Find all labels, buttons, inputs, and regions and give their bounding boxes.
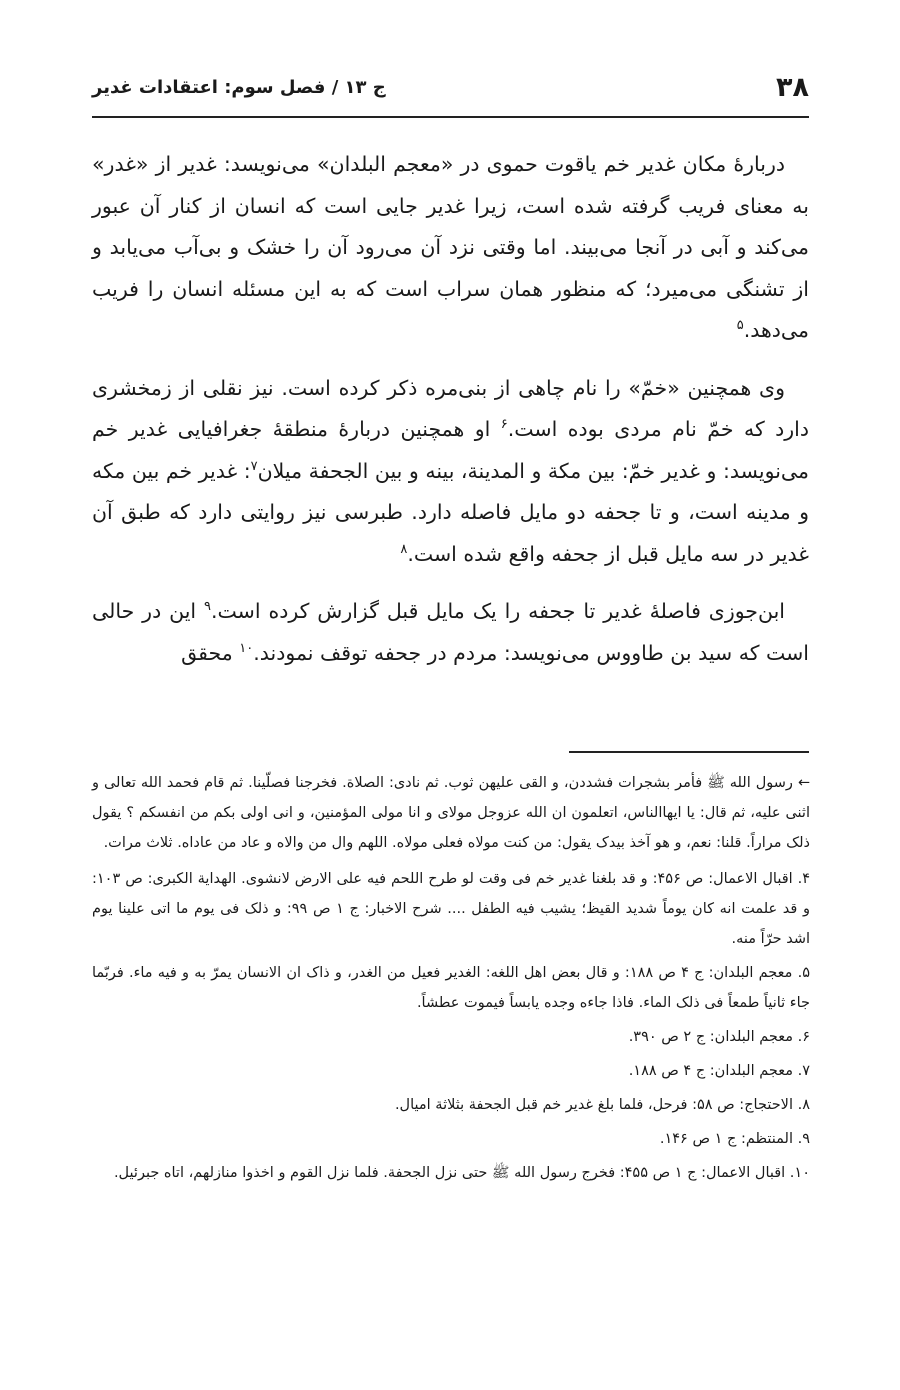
footnote-ref: ۶: [500, 417, 508, 433]
paragraph: [92, 144, 809, 352]
footnote-continued: ← رسول الله ﷺ فأمر بشجرات فشددن، و القی علیهن ثوب. ثم نادی: الصلاة. فخرجنا فصلّینا. ثم قام فحمد الله تعالی و اثنی علیه، ثم قال: یا ایها‌الناس، اتعلمون ان الله عزوجل مولای و انا مولی المؤمنین، و انی اولی بکم من انفسکم ؟ یقول ذلک مراراً. قلنا: نعم، و هو آخذ بیدک یقول: من کنت مولاه فعلی مولاه. اللهم وال من والاه و عاد من عاداه. ثلاث مرات.: [92, 775, 810, 851]
running-title: ج ۱۳ / فصل سوم: اعتقادات غدیر: [92, 77, 386, 98]
footnote-ref: ۱۰: [239, 640, 254, 656]
footnote-4: ۴. اقبال الاعمال: ص ۴۵۶: و قد بلغنا غدیر خم فی وقت لو طرح اللحم فیه علی الارض لانشوی. الهدایة الکبری: ص ۱۰۳: و قد علمت انه کان یوماً شدید القیظ؛ یشیب فیه الطفل .... شرح الاخبار: ج ۱ ص ۹۹: و ذلک فی یوم ما اتی علینا یوم اشد حرّاً منه.: [92, 871, 810, 947]
page-number: ۳۸: [776, 72, 809, 103]
paragraph-text: : غدیر خم بین مکه و مدینه است، و تا جحفه دو مایل فاصله دارد. طبرسی نیز روایتی دارد که طبق آن غدیر در سه مایل قبل از جحفه واقع شده است.: [92, 458, 809, 566]
paragraph: [92, 368, 809, 576]
paragraph-text: این در حالی است که سید بن طاووس می‌نویسد: مردم در جحفه توقف نمودند.: [92, 599, 809, 665]
body-text: [92, 144, 809, 690]
footnote-ref: ۵: [736, 318, 744, 334]
paragraph: [92, 591, 809, 674]
footnote-7: ۷. معجم البلدان: ج ۴ ص ۱۸۸.: [628, 1063, 810, 1079]
paragraph-text: دربارهٔ مکان غدیر خم یاقوت حموی در «معجم البلدان» می‌نویسد: غدیر از «غدر» به معنای فریب گرفته شده است، زیرا غدیر جایی است که انسان از کنار آن عبور می‌کند و آبی در آنجا می‌بیند. اما وقتی نزد آن می‌رود آن را خشک و بی‌آب می‌یابد و از تشنگی می‌میرد؛ که منظور همان سراب است که به این مسئله انسان را فریب می‌دهد.: [92, 152, 809, 342]
footnote-divider: [569, 751, 809, 753]
footnote-ref: ۹: [204, 599, 212, 615]
paragraph-text: او همچنین دربارهٔ منطقهٔ جغرافیایی غدیر خم می‌نویسد: و غدیر خمّ: بین مکة و المدینة، بینه و بین الجحفة میلان: [92, 417, 809, 483]
paragraph-text: ابن‌جوزی فاصلهٔ غدیر تا جحفه را یک مایل قبل گزارش کرده است.: [211, 599, 785, 623]
footnote-10: ۱۰. اقبال الاعمال: ج ۱ ص ۴۵۵: فخرج رسول الله ﷺ حتی نزل الجحفة. فلما نزل القوم و اخذوا منازلهم، اتاه جبرئیل.: [113, 1165, 810, 1181]
footnote-ref: ۷: [250, 458, 258, 474]
footnote-9: ۹. المنتظم: ج ۱ ص ۱۴۶.: [659, 1131, 810, 1147]
paragraph-text: محقق: [181, 640, 240, 665]
page-header: [92, 70, 809, 118]
footnote-8: ۸. الاحتجاج: ص ۵۸: فرحل، فلما بلغ غدیر خم قبل الجحفة بثلاثة امیال.: [394, 1097, 810, 1113]
footnotes: [92, 768, 810, 1192]
footnote-6: ۶. معجم البلدان: ج ۲ ص ۳۹۰.: [628, 1029, 810, 1045]
footnote-5: ۵. معجم البلدان: ج ۴ ص ۱۸۸: و قال بعض اهل اللغه: الغدیر فعیل من الغدر، و ذاک ان الانسان یمرّ به و فیه ماء. فربّما جاء ثانیاً طمعاً فی ذلک الماء. فاذا جاءه وجده یابساً فیموت عطشاً.: [92, 965, 810, 1011]
footnote-ref: ۸: [400, 541, 408, 557]
paragraph-text: وی همچنین «خمّ» را نام چاهی از بنی‌مره ذکر کرده است. نیز نقلی از زمخشری دارد که خمّ نام مردی بوده است.: [92, 375, 809, 441]
